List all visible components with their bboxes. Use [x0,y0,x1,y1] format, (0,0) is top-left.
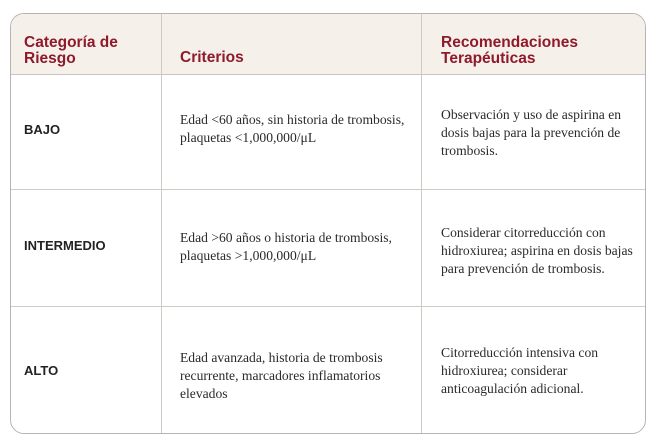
header-recommendations: Recomendaciones Terapéuticas [441,34,578,67]
recommendation-intermediate: Considerar citorreducción con hidroxiurea; aspirina en dosis bajas para prevención de trombosis. [441,225,633,276]
risk-table [10,13,646,434]
risk-level-high: ALTO [24,363,59,378]
header-criteria: Criterios [180,49,244,66]
recommendation-low: Observación y uso de aspirina en dosis bajas para la prevención de trombosis. [441,107,622,158]
row-divider [11,189,645,190]
risk-level-low: BAJO [24,122,61,137]
column-divider [161,14,162,433]
row-divider [11,306,645,307]
column-divider [421,14,422,433]
recommendation-high: Citorreducción intensiva con hidroxiurea; considerar anticoagulación adicional. [441,345,599,396]
risk-level-intermediate: INTERMEDIO [24,238,106,253]
criteria-high: Edad avanzada, historia de trombosis recurrente, marcadores inflamatorios elevados [180,350,383,401]
criteria-low: Edad <60 años, sin historia de trombosis, plaquetas <1,000,000/μL [180,112,405,145]
criteria-intermediate: Edad >60 años o historia de trombosis, plaquetas >1,000,000/μL [180,230,392,263]
header-category: Categoría de Riesgo [24,34,118,67]
